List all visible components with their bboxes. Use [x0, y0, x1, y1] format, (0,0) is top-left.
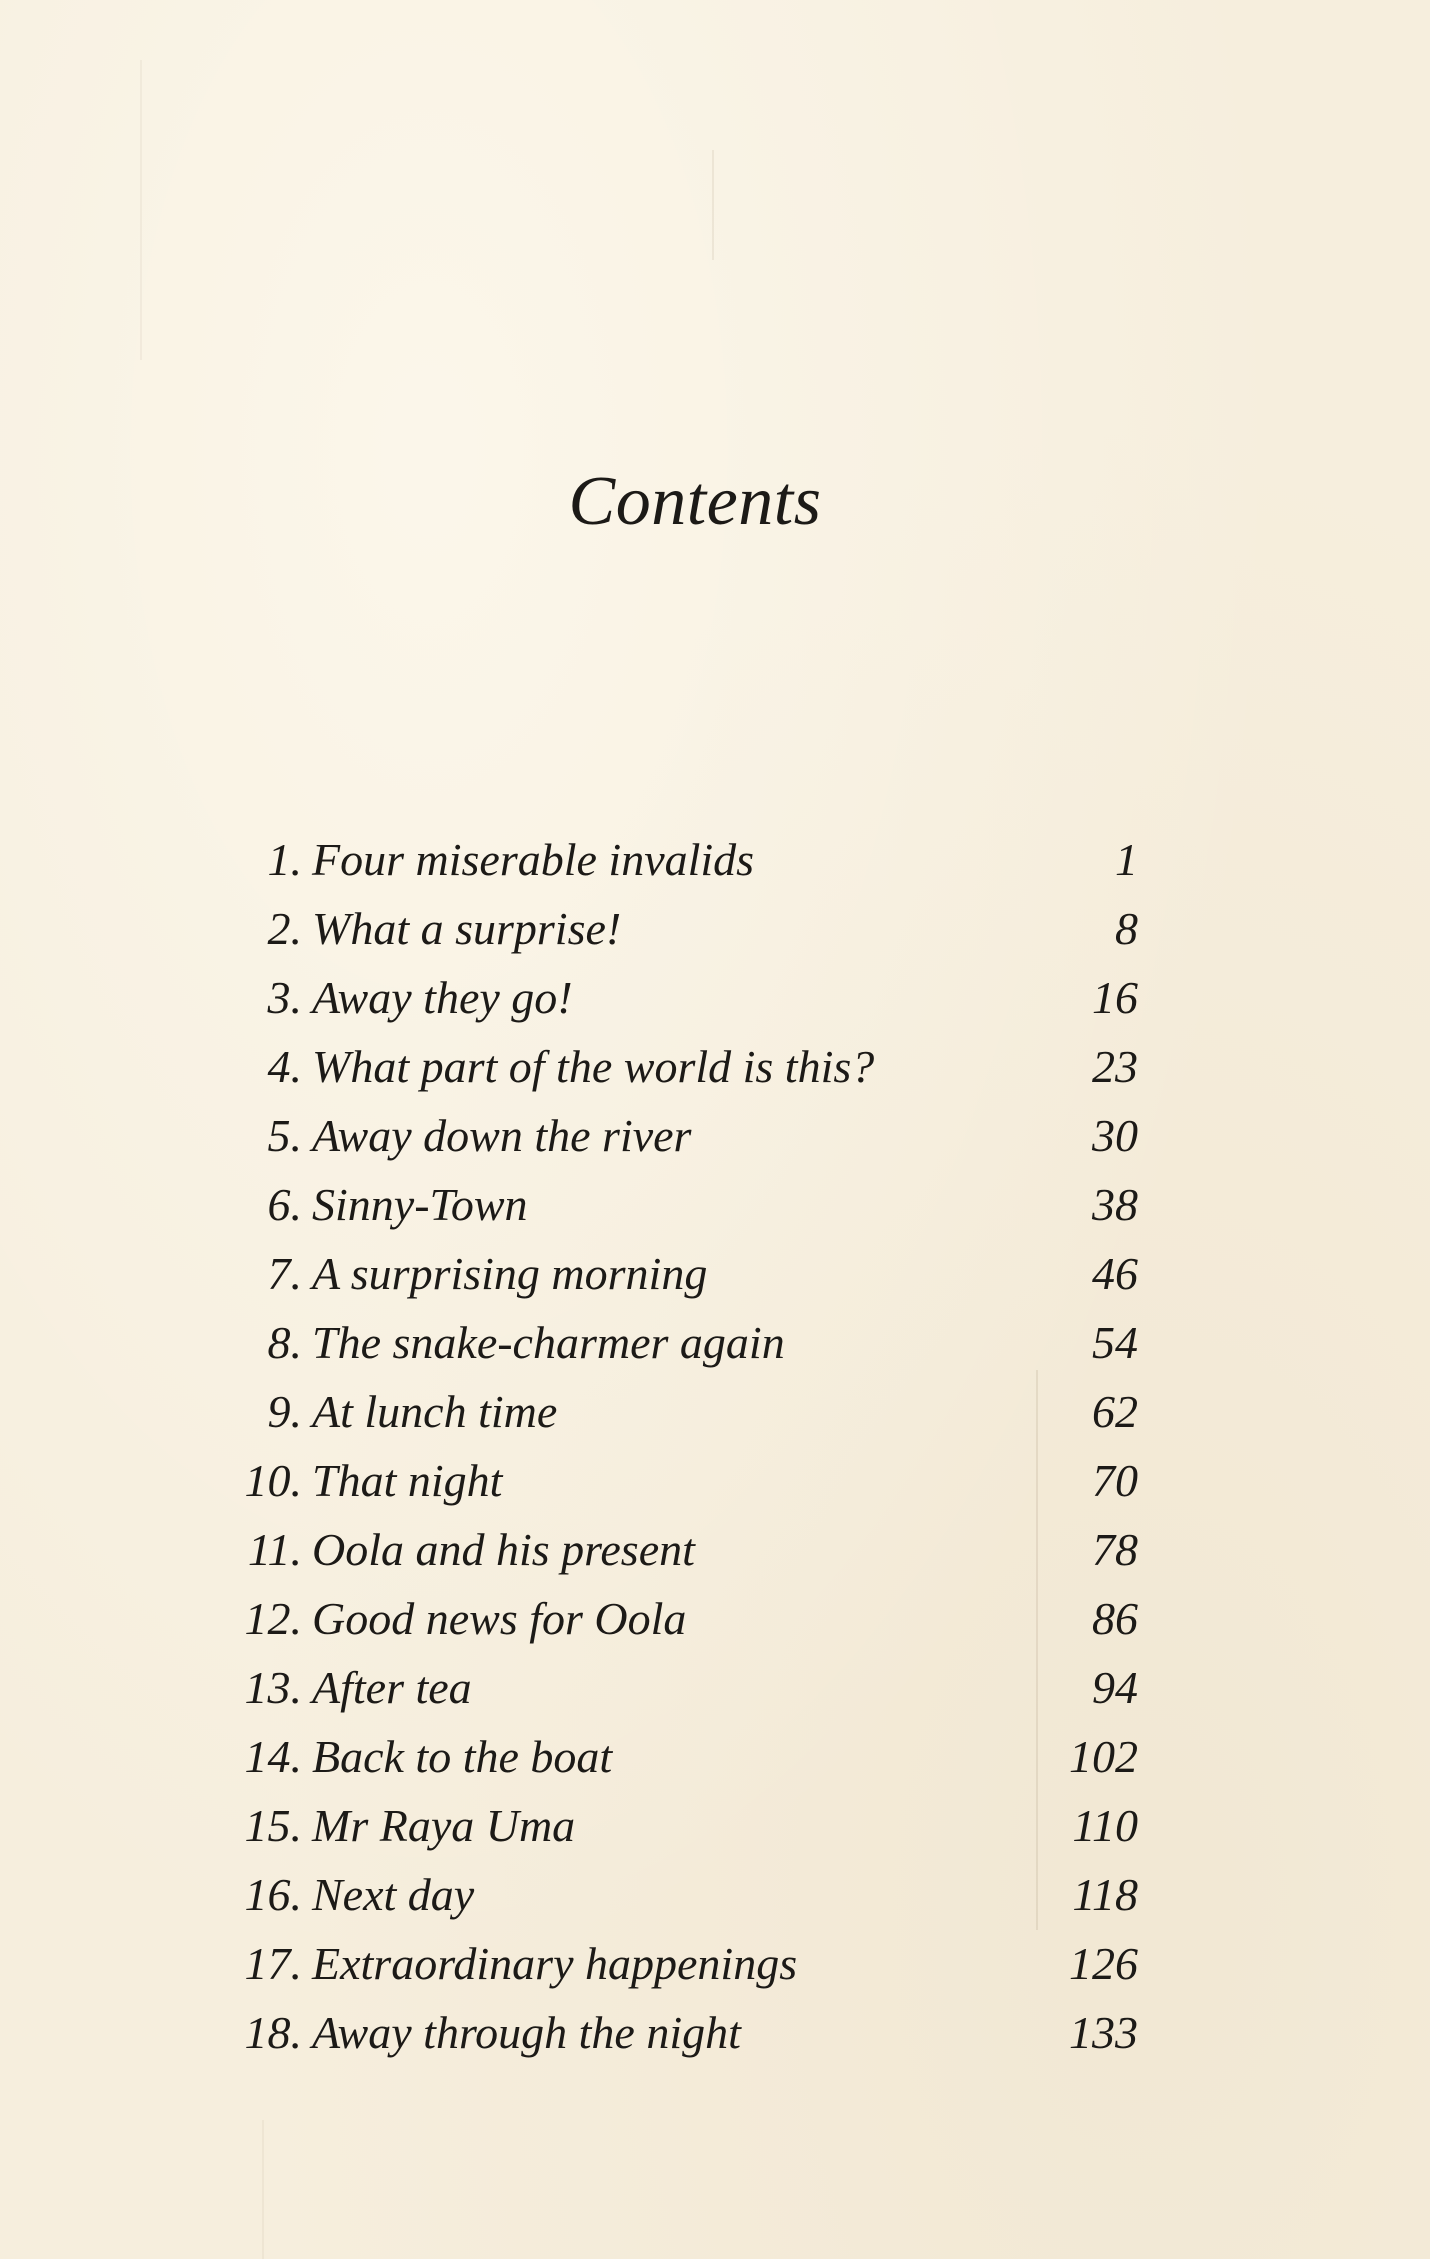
- toc-entry: [0, 1860, 1430, 1929]
- chapter-number: 9.: [267, 1386, 302, 1437]
- chapter-page: 8: [1115, 903, 1138, 954]
- chapter-title: Extraordinary happenings: [312, 1938, 798, 1989]
- chapter-number: 12.: [244, 1593, 302, 1644]
- chapter-title: Mr Raya Uma: [312, 1800, 576, 1851]
- page-crease: [712, 150, 714, 260]
- toc-entry: [0, 1239, 1430, 1308]
- chapter-title: After tea: [312, 1662, 472, 1713]
- toc-entry: [0, 1515, 1430, 1584]
- chapter-number: 1.: [267, 834, 302, 885]
- chapter-title: Away down the river: [312, 1110, 692, 1161]
- toc-entry: [0, 1377, 1430, 1446]
- chapter-title: That night: [312, 1455, 503, 1506]
- chapter-number: 7.: [267, 1248, 302, 1299]
- toc-entry: [0, 1722, 1430, 1791]
- chapter-number: 4.: [267, 1041, 302, 1092]
- chapter-page: 133: [1069, 2007, 1138, 2058]
- chapter-page: 16: [1092, 972, 1138, 1023]
- chapter-number: 8.: [267, 1317, 302, 1368]
- chapter-number: 3.: [267, 972, 302, 1023]
- chapter-page: 86: [1092, 1593, 1138, 1644]
- chapter-number: 17.: [244, 1938, 302, 1989]
- chapter-title: A surprising morning: [312, 1248, 708, 1299]
- chapter-title: Next day: [312, 1869, 475, 1920]
- chapter-number: 13.: [244, 1662, 302, 1713]
- page-crease: [140, 60, 142, 360]
- chapter-page: 62: [1092, 1386, 1138, 1437]
- chapter-title: Four miserable invalids: [312, 834, 755, 885]
- chapter-title: What part of the world is this?: [312, 1041, 875, 1092]
- chapter-title: Away through the night: [312, 2007, 741, 2058]
- chapter-page: 110: [1072, 1800, 1138, 1851]
- toc-entry: [0, 963, 1430, 1032]
- chapter-page: 78: [1092, 1524, 1138, 1575]
- chapter-number: 16.: [244, 1869, 302, 1920]
- toc-entry: [0, 1998, 1430, 2067]
- toc-entry: [0, 1308, 1430, 1377]
- toc-entry: [0, 1101, 1430, 1170]
- chapter-number: 15.: [244, 1800, 302, 1851]
- chapter-title: Back to the boat: [312, 1731, 613, 1782]
- chapter-title: What a surprise!: [312, 903, 622, 954]
- chapter-title: Oola and his present: [312, 1524, 695, 1575]
- chapter-title: Good news for Oola: [312, 1593, 687, 1644]
- page-crease: [262, 2120, 264, 2259]
- chapter-page: 102: [1069, 1731, 1138, 1782]
- chapter-page: 54: [1092, 1317, 1138, 1368]
- toc-entry: [0, 825, 1430, 894]
- chapter-page: 70: [1092, 1455, 1138, 1506]
- chapter-title: The snake-charmer again: [312, 1317, 785, 1368]
- chapter-number: 18.: [244, 2007, 302, 2058]
- chapter-page: 94: [1092, 1662, 1138, 1713]
- chapter-page: 46: [1092, 1248, 1138, 1299]
- chapter-page: 38: [1092, 1179, 1138, 1230]
- chapter-number: 14.: [244, 1731, 302, 1782]
- chapter-page: 30: [1092, 1110, 1138, 1161]
- toc-entry: [0, 1791, 1430, 1860]
- chapter-number: 11.: [247, 1524, 302, 1575]
- chapter-number: 5.: [267, 1110, 302, 1161]
- chapter-title: Sinny-Town: [312, 1179, 528, 1230]
- page-title: Contents: [568, 463, 822, 540]
- toc-entry: [0, 1032, 1430, 1101]
- chapter-page: 118: [1072, 1869, 1138, 1920]
- toc-entry: [0, 1446, 1430, 1515]
- toc-entry: [0, 894, 1430, 963]
- toc-entry: [0, 1653, 1430, 1722]
- chapter-number: 6.: [267, 1179, 302, 1230]
- chapter-title: At lunch time: [312, 1386, 558, 1437]
- toc-entry: [0, 1584, 1430, 1653]
- toc-entry: [0, 1929, 1430, 1998]
- chapter-number: 10.: [244, 1455, 302, 1506]
- chapter-number: 2.: [267, 903, 302, 954]
- table-of-contents: [0, 825, 1430, 2067]
- toc-entry: [0, 1170, 1430, 1239]
- chapter-page: 126: [1069, 1938, 1138, 1989]
- chapter-page: 23: [1092, 1041, 1138, 1092]
- chapter-page: 1: [1115, 834, 1138, 885]
- chapter-title: Away they go!: [312, 972, 573, 1023]
